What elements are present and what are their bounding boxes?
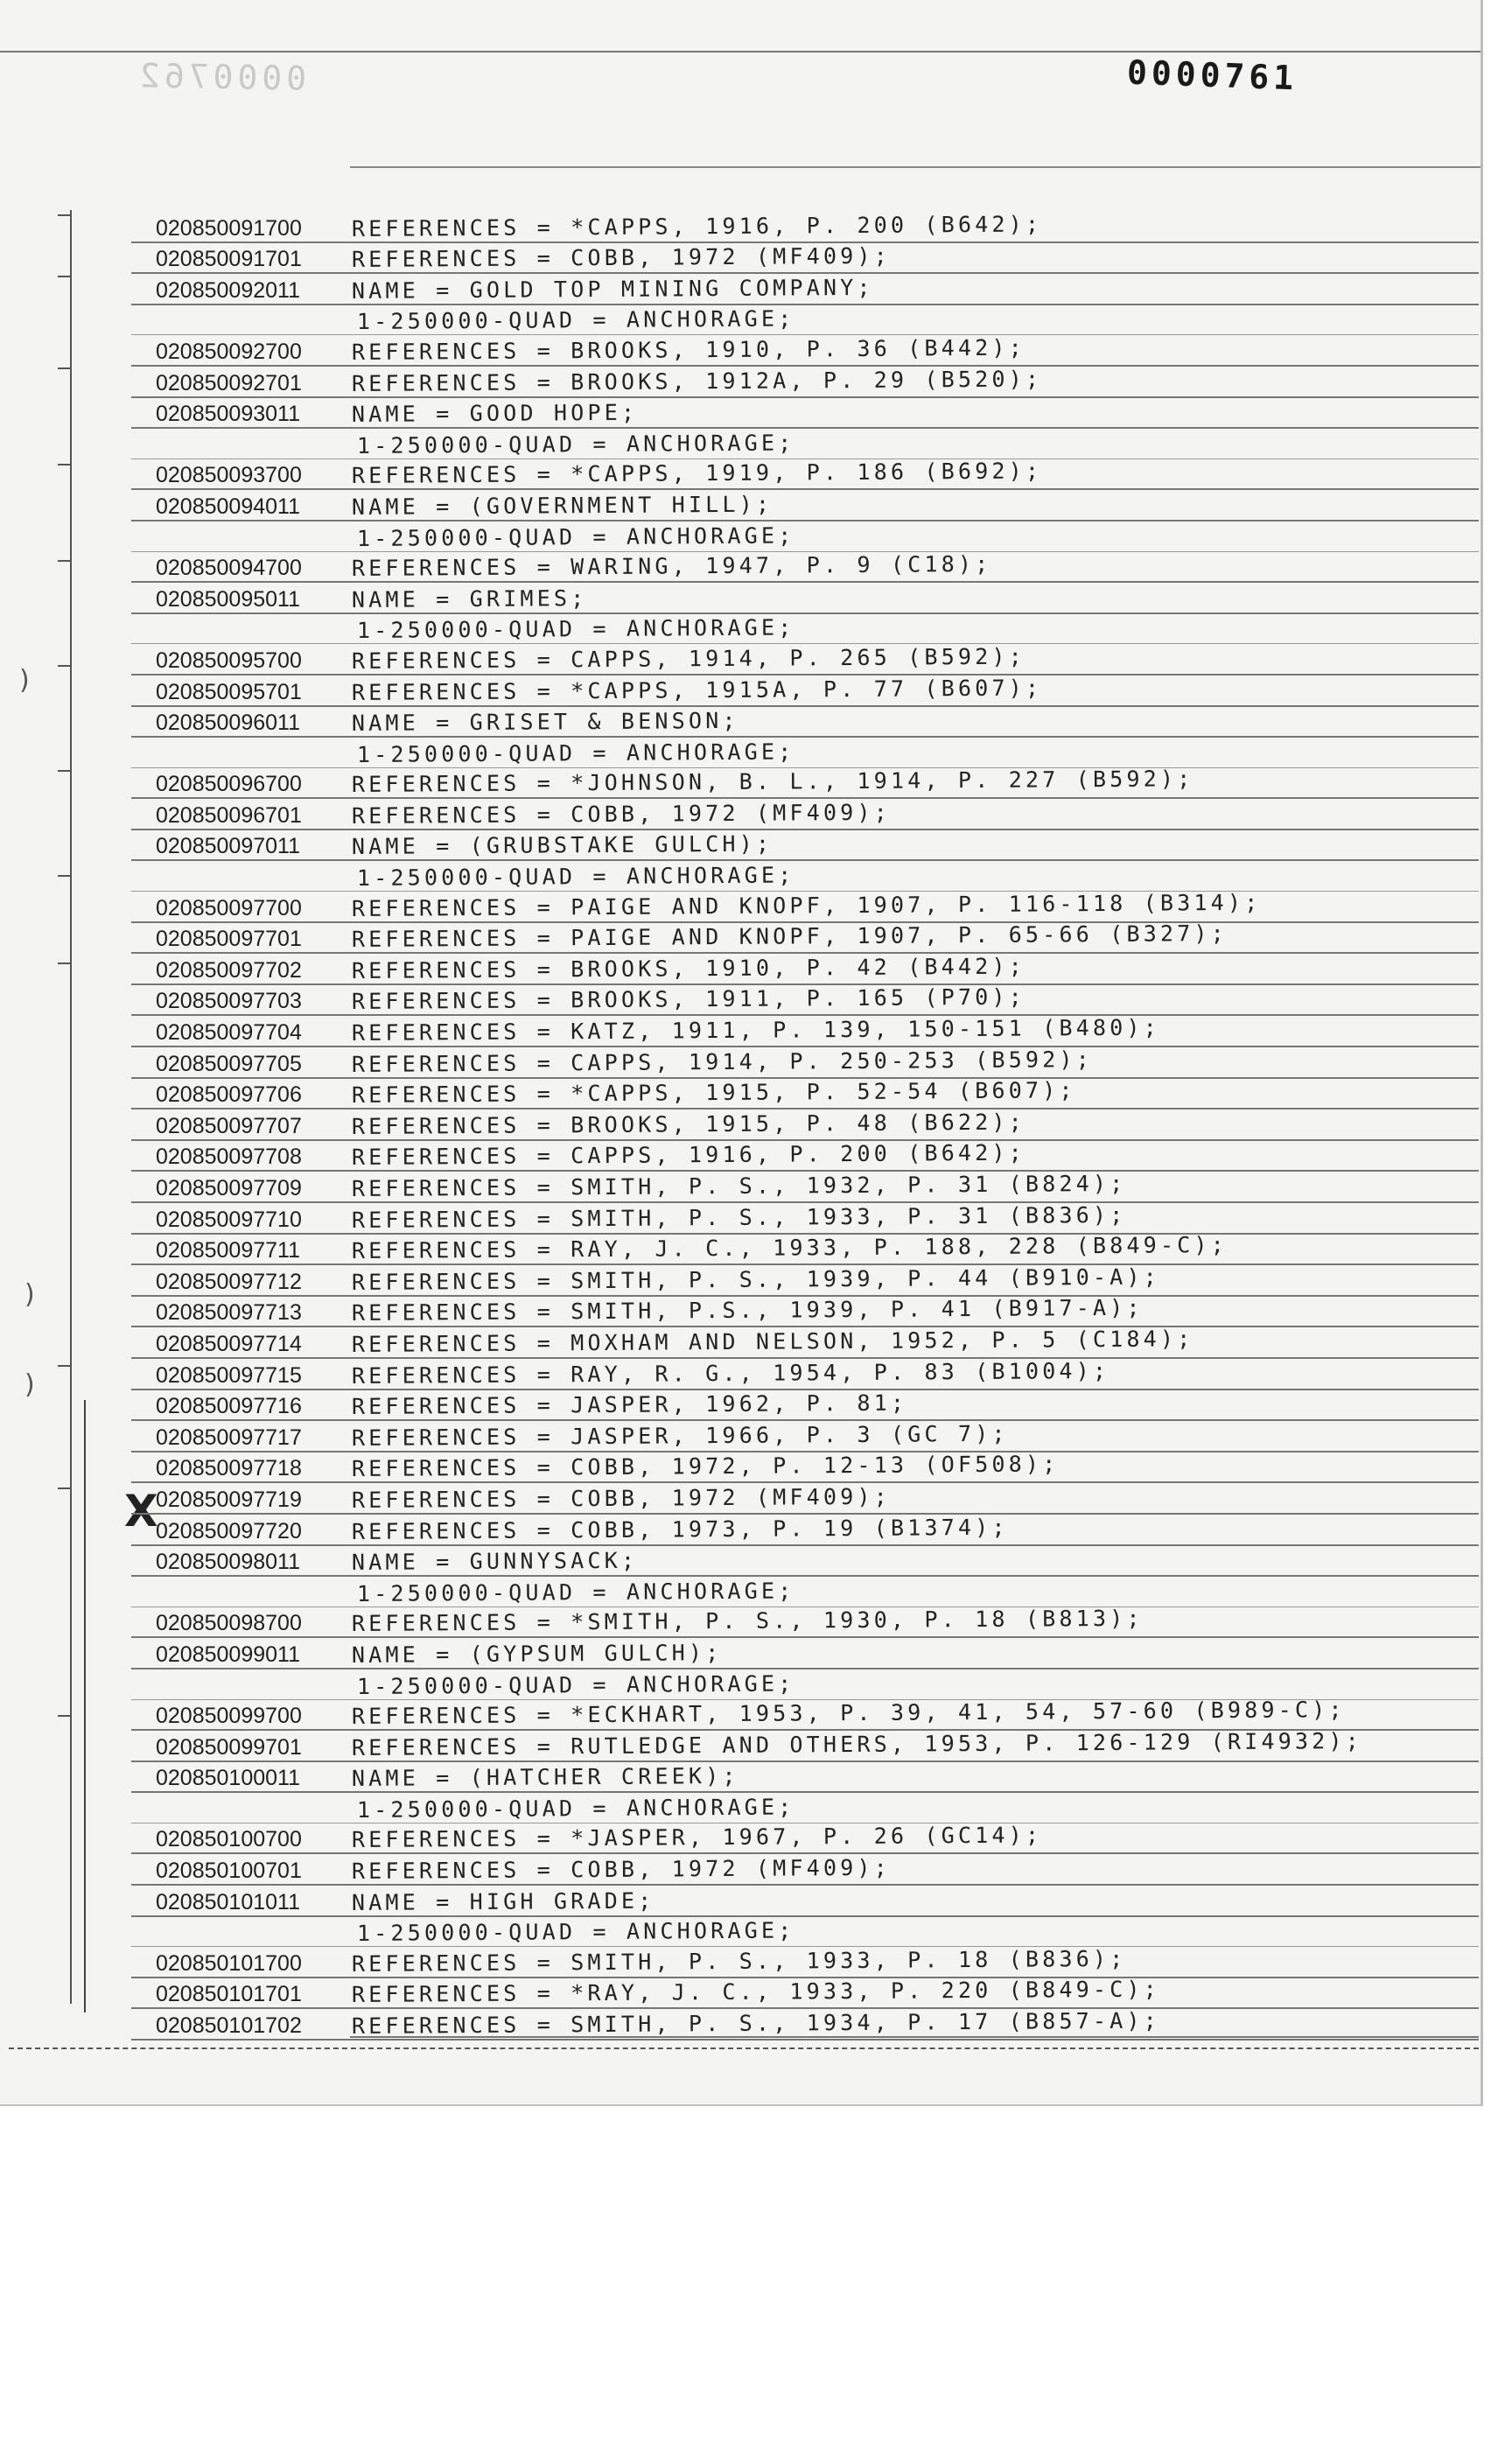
record-row [131, 889, 1479, 923]
record-row [131, 1546, 1479, 1578]
record-text: NAME = (GOVERNMENT HILL); [351, 491, 774, 520]
record-id: 020850091701 [156, 247, 302, 272]
record-id: 020850097710 [156, 1207, 302, 1232]
record-row [131, 1607, 1479, 1639]
record-id: 020850098700 [156, 1611, 302, 1636]
header-rule [350, 166, 1480, 168]
record-row [131, 1483, 1479, 1515]
record-listing [131, 212, 1479, 2040]
record-text: NAME = GUNNYSACK; [351, 1547, 639, 1576]
record-text: REFERENCES = BROOKS, 1911, P. 165 (P70); [351, 984, 1026, 1015]
record-text: NAME = GOOD HOPE; [351, 399, 639, 428]
record-text: REFERENCES = *RAY, J. C., 1933, P. 220 (B849-C); [351, 1976, 1161, 2008]
margin-tick [58, 214, 72, 216]
record-text: REFERENCES = JASPER, 1962, P. 81; [351, 1390, 908, 1420]
record-id: 020850097712 [156, 1269, 302, 1294]
margin-tick [58, 464, 72, 466]
record-row [131, 1141, 1479, 1172]
record-row [131, 1297, 1479, 1328]
record-row [131, 459, 1479, 491]
record-text: REFERENCES = *JOHNSON, B. L., 1914, P. 227 (B592); [351, 766, 1194, 798]
record-text: NAME = (HATCHER CREEK); [351, 1763, 739, 1792]
record-row [131, 1947, 1479, 1978]
record-text: REFERENCES = SMITH, P. S., 1934, P. 17 (B857-A); [351, 2007, 1161, 2040]
record-id: 020850092700 [156, 339, 302, 364]
record-id: 020850100700 [156, 1827, 302, 1852]
end-rule [350, 2036, 1479, 2038]
record-text: REFERENCES = JASPER, 1966, P. 3 (GC 7); [351, 1420, 1009, 1451]
record-text: REFERENCES = SMITH, P.S., 1939, P. 41 (B917-A); [351, 1295, 1144, 1326]
record-id: 020850094011 [156, 494, 300, 519]
margin-tick [58, 368, 72, 369]
margin-line [70, 210, 72, 2004]
record-row [131, 1978, 1479, 2010]
record-text: REFERENCES = CAPPS, 1914, P. 265 (B592); [351, 643, 1026, 674]
record-id: 020850091700 [156, 215, 302, 241]
record-row [131, 583, 1479, 614]
record-id: 020850097703 [156, 989, 302, 1014]
record-text: REFERENCES = *CAPPS, 1915A, P. 77 (B607); [351, 674, 1043, 705]
record-row [131, 1232, 1479, 1266]
record-row [131, 1327, 1479, 1359]
record-id: 020850097708 [156, 1144, 302, 1170]
record-row [131, 552, 1479, 584]
record-text: 1-250000-QUAD = ANCHORAGE; [356, 862, 795, 892]
record-text: REFERENCES = SMITH, P. S., 1933, P. 18 (B836); [351, 1945, 1127, 1977]
record-text: 1-250000-QUAD = ANCHORAGE; [356, 305, 795, 335]
record-id: 020850095011 [156, 586, 300, 612]
record-continuation-row [131, 429, 1479, 459]
record-id: 020850093700 [156, 463, 302, 488]
record-text: REFERENCES = COBB, 1973, P. 19 (B1374); [351, 1514, 1009, 1544]
punch-hole-mark: ) [24, 1369, 35, 1400]
record-id: 020850101700 [156, 1950, 302, 1976]
record-id: 020850093011 [156, 402, 300, 427]
record-row [131, 335, 1479, 367]
margin-tick [58, 1715, 72, 1717]
record-text: 1-250000-QUAD = ANCHORAGE; [356, 1917, 795, 1947]
record-id: 020850096701 [156, 802, 302, 828]
record-row [131, 490, 1479, 522]
record-id: 020850097718 [156, 1456, 302, 1481]
record-text: REFERENCES = COBB, 1972 (MF409); [351, 242, 892, 273]
record-text: REFERENCES = BROOKS, 1915, P. 48 (B622); [351, 1109, 1026, 1139]
record-id: 020850097011 [156, 834, 300, 859]
record-text: REFERENCES = MOXHAM AND NELSON, 1952, P. 5 (C184); [351, 1326, 1194, 1357]
record-text: REFERENCES = SMITH, P. S., 1932, P. 31 (B824); [351, 1170, 1127, 1201]
margin-bracket-line [84, 1400, 86, 2012]
record-id: 020850097719 [156, 1487, 302, 1512]
record-text: REFERENCES = *CAPPS, 1919, P. 186 (B692); [351, 458, 1043, 489]
record-row [131, 1762, 1479, 1794]
record-row [131, 243, 1479, 275]
record-text: NAME = (GRUBSTAKE GULCH); [351, 831, 774, 860]
record-row [131, 830, 1479, 862]
record-text: NAME = GRISET & BENSON; [351, 708, 739, 737]
record-row [131, 1359, 1479, 1390]
record-continuation-row [131, 1577, 1479, 1607]
record-text: REFERENCES = *ECKHART, 1953, P. 39, 41, 54, 57-60 (B989-C); [351, 1697, 1346, 1730]
record-id: 020850097717 [156, 1424, 302, 1450]
record-row [131, 768, 1479, 800]
record-id: 020850099700 [156, 1704, 302, 1729]
record-text: REFERENCES = CAPPS, 1914, P. 250-253 (B592); [351, 1046, 1094, 1077]
record-row [131, 1016, 1479, 1047]
record-continuation-row [131, 1793, 1479, 1824]
record-row [131, 985, 1479, 1017]
record-id: 020850097701 [156, 927, 302, 952]
record-id: 020850097714 [156, 1331, 302, 1356]
record-id: 020850097713 [156, 1300, 302, 1326]
record-text: REFERENCES = *SMITH, P. S., 1930, P. 18 (B813); [351, 1605, 1144, 1637]
record-continuation-row [131, 305, 1479, 336]
record-row [131, 1697, 1479, 1732]
record-row [131, 1452, 1479, 1484]
record-id: 020850095701 [156, 679, 302, 704]
record-row [131, 1824, 1479, 1855]
record-row [131, 954, 1479, 985]
record-row [131, 1638, 1479, 1670]
record-id: 020850097707 [156, 1113, 302, 1138]
record-text: NAME = HIGH GRADE; [351, 1887, 655, 1915]
record-row [131, 1390, 1479, 1422]
record-row [131, 644, 1479, 676]
record-id: 020850096011 [156, 710, 300, 736]
record-text: 1-250000-QUAD = ANCHORAGE; [356, 614, 795, 644]
record-text: REFERENCES = PAIGE AND KNOPF, 1907, P. 116-118 (B314); [351, 889, 1262, 921]
record-continuation-row [131, 522, 1479, 552]
record-id: 020850097700 [156, 895, 302, 920]
record-row [131, 367, 1479, 398]
record-text: REFERENCES = COBB, 1972 (MF409); [351, 1483, 892, 1513]
record-text: REFERENCES = COBB, 1972 (MF409); [351, 799, 892, 829]
margin-tick [58, 770, 72, 772]
record-row [131, 1203, 1479, 1235]
record-id: 020850097705 [156, 1051, 302, 1076]
record-text: 1-250000-QUAD = ANCHORAGE; [356, 1794, 795, 1823]
record-row [131, 398, 1479, 430]
record-row [131, 1265, 1479, 1297]
record-id: 020850101702 [156, 2013, 302, 2039]
record-id: 020850096700 [156, 772, 302, 797]
record-text: REFERENCES = BROOKS, 1910, P. 42 (B442); [351, 953, 1026, 984]
record-row [131, 1515, 1479, 1546]
record-continuation-row [131, 614, 1479, 645]
record-id: 020850099011 [156, 1642, 300, 1667]
record-row [131, 676, 1479, 707]
record-text: REFERENCES = SMITH, P. S., 1939, P. 44 (B910-A); [351, 1264, 1161, 1295]
record-text: REFERENCES = *JASPER, 1967, P. 26 (GC14); [351, 1822, 1043, 1853]
record-text: REFERENCES = PAIGE AND KNOPF, 1907, P. 65-66 (B327); [351, 920, 1228, 953]
record-text: REFERENCES = RAY, R. G., 1954, P. 83 (B1004); [351, 1357, 1110, 1389]
margin-tick [58, 560, 72, 562]
punch-hole-mark: ) [24, 1279, 35, 1310]
record-text: NAME = GOLD TOP MINING COMPANY; [351, 274, 874, 304]
handwritten-x-mark: X [124, 1486, 158, 1536]
record-text: 1-250000-QUAD = ANCHORAGE; [356, 1578, 795, 1606]
record-continuation-row [131, 738, 1479, 768]
record-row [131, 212, 1479, 243]
record-id: 020850097706 [156, 1082, 302, 1108]
margin-tick [58, 962, 72, 964]
record-id: 020850099701 [156, 1734, 302, 1760]
record-id: 020850098011 [156, 1550, 300, 1575]
record-text: REFERENCES = RAY, J. C., 1933, P. 188, 228 (B849-C); [351, 1232, 1228, 1264]
record-id: 020850097702 [156, 957, 302, 983]
record-id: 020850101701 [156, 1982, 302, 2007]
record-text: NAME = GRIMES; [351, 584, 588, 612]
record-row [131, 1854, 1479, 1886]
record-row [131, 1886, 1479, 1917]
record-id: 020850097709 [156, 1176, 302, 1200]
punch-hole-mark: ) [19, 665, 30, 696]
record-text: REFERENCES = *CAPPS, 1916, P. 200 (B642); [351, 211, 1043, 242]
record-id: 020850100011 [156, 1766, 300, 1791]
record-text: REFERENCES = BROOKS, 1910, P. 36 (B442); [351, 334, 1026, 365]
record-row [131, 1110, 1479, 1141]
record-id: 020850097704 [156, 1020, 302, 1046]
record-row [131, 1172, 1479, 1203]
margin-tick [58, 1365, 72, 1367]
margin-tick [58, 1488, 72, 1489]
record-text: REFERENCES = SMITH, P. S., 1933, P. 31 (B836); [351, 1201, 1127, 1233]
record-id: 020850095700 [156, 648, 302, 673]
margin-tick [58, 276, 72, 277]
record-text: 1-250000-QUAD = ANCHORAGE; [356, 522, 795, 551]
record-text: REFERENCES = RUTLEDGE AND OTHERS, 1953, P. 126-129 (RI4932); [351, 1727, 1363, 1760]
record-text: NAME = (GYPSUM GULCH); [351, 1639, 723, 1668]
record-text: REFERENCES = COBB, 1972 (MF409); [351, 1854, 892, 1885]
record-continuation-row [131, 861, 1479, 892]
record-id: 020850101011 [156, 1889, 300, 1914]
record-continuation-row [131, 1670, 1479, 1700]
record-text: 1-250000-QUAD = ANCHORAGE; [356, 430, 795, 458]
record-text: REFERENCES = CAPPS, 1916, P. 200 (B642); [351, 1140, 1026, 1171]
record-text: REFERENCES = WARING, 1947, P. 9 (C18); [351, 551, 992, 582]
record-row [131, 1079, 1479, 1110]
record-row [131, 1727, 1479, 1762]
record-text: 1-250000-QUAD = ANCHORAGE; [356, 738, 795, 767]
record-text: REFERENCES = COBB, 1972, P. 12-13 (OF508); [351, 1451, 1060, 1482]
record-id: 020850092701 [156, 370, 302, 396]
record-id: 020850097720 [156, 1518, 302, 1544]
record-id: 020850094700 [156, 556, 302, 581]
page-id: 0000761 [1126, 52, 1298, 98]
page-id-bleedthrough: 0000762 [135, 56, 307, 98]
margin-tick [58, 875, 72, 877]
record-row [131, 1047, 1479, 1079]
record-text: REFERENCES = BROOKS, 1912A, P. 29 (B520); [351, 366, 1043, 396]
record-id: 020850097715 [156, 1362, 302, 1388]
record-id: 020850100701 [156, 1858, 302, 1884]
record-continuation-row [131, 1917, 1479, 1948]
record-id: 020850097711 [156, 1238, 300, 1264]
record-text: 1-250000-QUAD = ANCHORAGE; [356, 1670, 795, 1699]
record-row [131, 1421, 1479, 1452]
record-text: REFERENCES = *CAPPS, 1915, P. 52-54 (B607); [351, 1077, 1076, 1109]
top-rule [0, 51, 1480, 52]
record-row [131, 274, 1479, 305]
record-id: 020850097716 [156, 1394, 302, 1419]
margin-tick [58, 665, 72, 667]
record-row [131, 799, 1479, 830]
record-row [131, 707, 1479, 738]
record-text: REFERENCES = KATZ, 1911, P. 139, 150-151 (B480); [351, 1014, 1161, 1046]
record-row [131, 920, 1479, 955]
record-id: 020850092011 [156, 277, 300, 303]
tear-line [9, 2048, 1479, 2049]
